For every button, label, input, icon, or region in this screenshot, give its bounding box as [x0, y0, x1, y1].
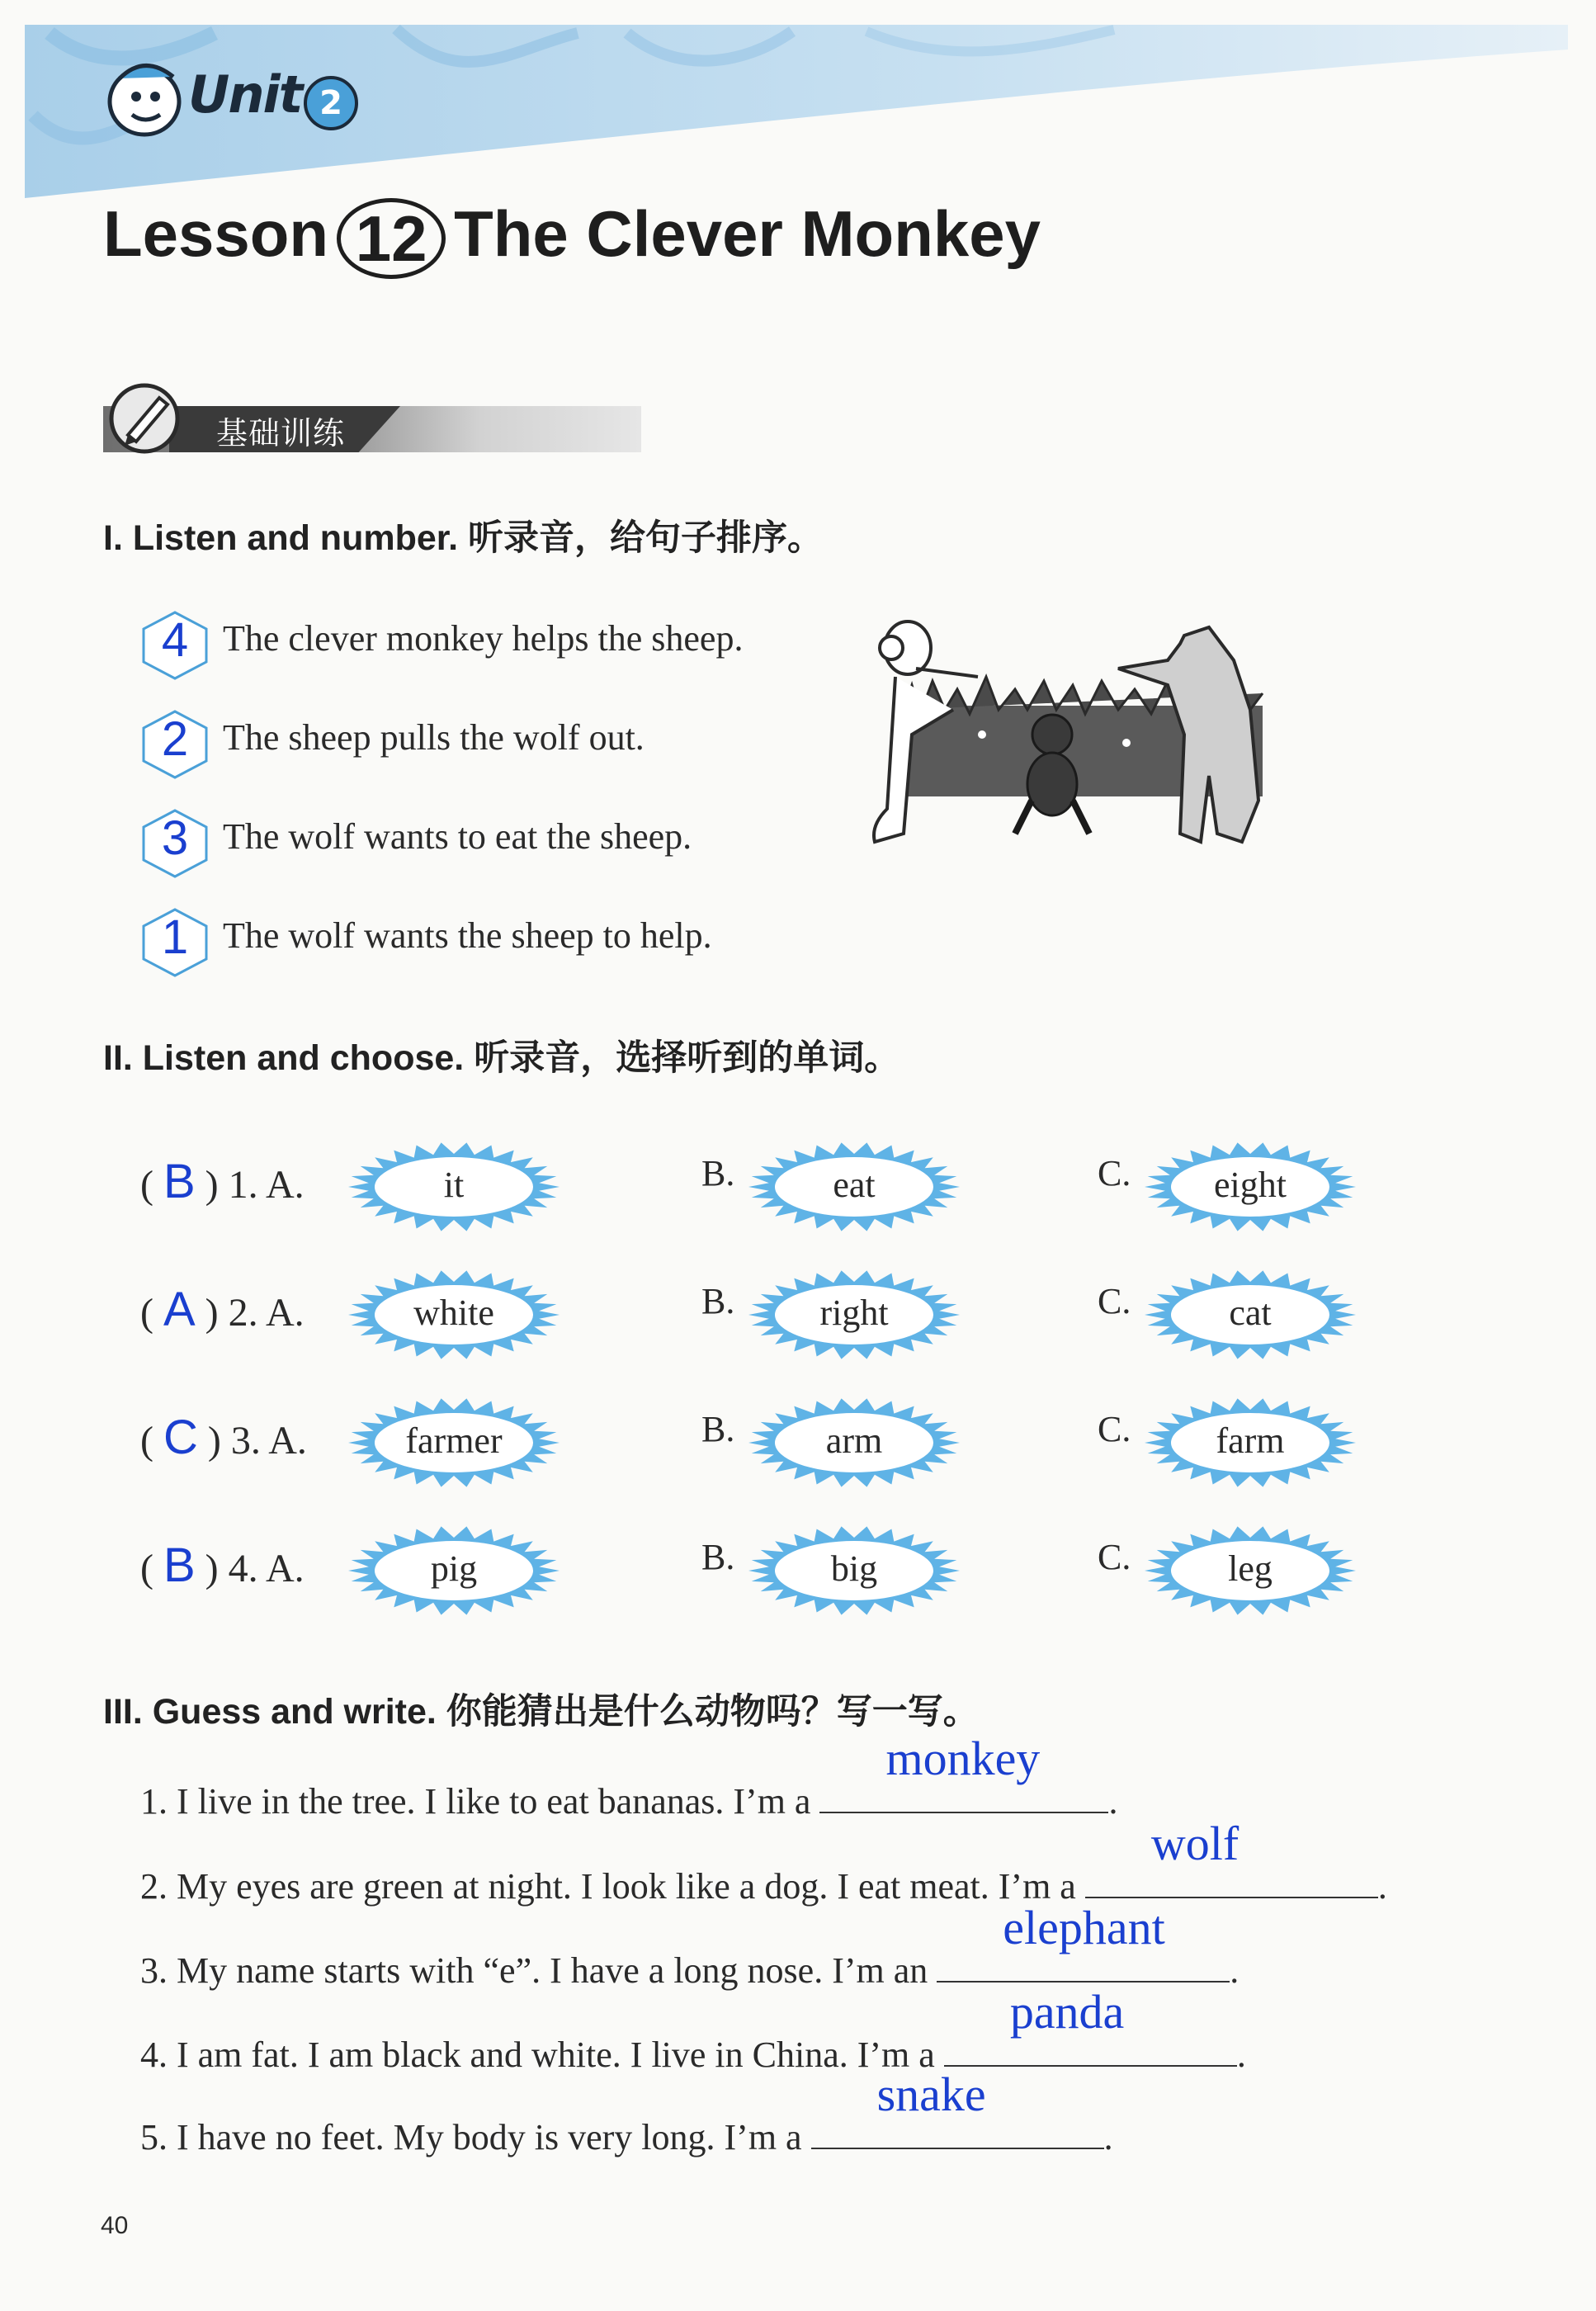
part2-answer: B — [163, 1538, 196, 1592]
part3-sentence: 4. I am fat. I am black and white. I live in China. I’m a — [140, 2035, 935, 2075]
part3-end: . — [1377, 1866, 1387, 1907]
lesson-title: The Clever Monkey — [454, 197, 1041, 270]
story-illustration — [854, 611, 1287, 858]
part3-sentence: 2. My eyes are green at night. I look like a dog. I eat meat. I’m a — [140, 1866, 1076, 1907]
part3-end: . — [1236, 2035, 1246, 2075]
option-word[interactable]: farm — [1216, 1420, 1285, 1461]
pencil-badge-icon — [103, 373, 186, 456]
option-letter: B. — [701, 1409, 735, 1449]
part2-row: ( B ) 1. A. — [140, 1155, 305, 1208]
part2-row: ( C ) 3. A. — [140, 1411, 307, 1464]
answer-blank[interactable] — [811, 2068, 1104, 2149]
part2-row: ( A ) 2. A. — [140, 1283, 305, 1336]
part3-item — [140, 2068, 1113, 2158]
answer-blank[interactable] — [944, 1985, 1237, 2067]
answer-blank[interactable] — [937, 1901, 1230, 1983]
part2-number: 4. A. — [228, 1547, 305, 1590]
option-word[interactable]: big — [830, 1548, 878, 1589]
part3-sentence: 3. My name starts with “e”. I have a long nose. I’m an — [140, 1950, 928, 1991]
part1-answer: 1 — [161, 910, 189, 964]
part2-answer: B — [163, 1155, 196, 1208]
part3-end: . — [1103, 2117, 1113, 2157]
option-letter: C. — [1098, 1409, 1131, 1449]
part1-answer: 2 — [161, 712, 189, 766]
option-word[interactable]: farmer — [405, 1420, 503, 1461]
option-letter: C. — [1098, 1537, 1131, 1577]
page-title — [103, 196, 1041, 279]
part2-heading — [103, 1030, 900, 1080]
option-letter: B. — [701, 1153, 735, 1193]
option-letter: C. — [1098, 1153, 1131, 1193]
part2-row: ( B ) 4. A. — [140, 1538, 305, 1592]
unit-number: 2 — [304, 76, 358, 130]
option-letter: B. — [701, 1281, 735, 1321]
part1-sentence: The sheep pulls the wolf out. — [223, 717, 645, 758]
part1-sentence: The wolf wants the sheep to help. — [223, 915, 712, 956]
option-word[interactable]: white — [413, 1293, 494, 1333]
part2-heading-cn: 听录音，选择听到的单词。 — [474, 1037, 900, 1079]
option-word[interactable]: cat — [1229, 1293, 1272, 1333]
part3-answer: snake — [876, 2068, 986, 2121]
part1-heading-cn: 听录音，给句子排序。 — [468, 517, 824, 559]
page-number: 40 — [101, 2212, 129, 2239]
part1-heading — [103, 510, 823, 560]
section-tag-label: 基础训练 — [216, 415, 346, 451]
part2-number: 3. A. — [230, 1419, 307, 1463]
part3-item — [140, 1732, 1118, 1822]
answer-blank[interactable] — [1085, 1817, 1378, 1898]
part2-answer: A — [163, 1283, 196, 1336]
part3-sentence: 5. I have no feet. My body is very long. I’m a — [140, 2117, 802, 2157]
part3-end: . — [1230, 1950, 1239, 1991]
part3-item — [140, 1985, 1246, 2076]
part3-answer: wolf — [1150, 1817, 1239, 1870]
part2-heading-en: II. Listen and choose. — [103, 1038, 465, 1078]
part1-answer: 4 — [161, 613, 189, 667]
part1-sentence: The wolf wants to eat the sheep. — [223, 816, 692, 857]
unit-label: Unit — [188, 64, 302, 125]
part1-answer: 3 — [161, 811, 189, 865]
part3-answer: panda — [1009, 1985, 1125, 2039]
option-word[interactable]: arm — [825, 1420, 883, 1461]
part3-answer: elephant — [1003, 1901, 1165, 1954]
part1-sentence: The clever monkey helps the sheep. — [223, 618, 744, 659]
part1-heading-en: I. Listen and number. — [103, 518, 459, 558]
option-word[interactable]: eight — [1214, 1165, 1287, 1205]
option-word[interactable]: leg — [1228, 1548, 1273, 1589]
part3-answer: monkey — [885, 1732, 1041, 1785]
part2-number: 1. A. — [228, 1163, 305, 1207]
part2-answer: C — [163, 1411, 198, 1464]
option-word[interactable]: pig — [430, 1548, 478, 1589]
part3-heading-en: III. Guess and write. — [103, 1692, 437, 1732]
part2-number: 2. A. — [228, 1291, 305, 1335]
option-word[interactable]: eat — [833, 1165, 876, 1205]
lesson-word: Lesson — [103, 197, 329, 270]
option-word[interactable]: it — [443, 1165, 465, 1205]
part3-heading — [103, 1684, 979, 1734]
part3-sentence: 1. I live in the tree. I like to eat bananas. I’m a — [140, 1781, 811, 1822]
option-letter: B. — [701, 1537, 735, 1577]
option-word[interactable]: right — [819, 1293, 889, 1333]
part3-heading-cn: 你能猜出是什么动物吗？写一写。 — [446, 1691, 979, 1732]
lesson-number: 12 — [337, 198, 446, 279]
option-letter: C. — [1098, 1281, 1131, 1321]
answer-blank[interactable] — [819, 1732, 1108, 1813]
part3-end: . — [1108, 1781, 1118, 1822]
part3-item — [140, 1817, 1387, 1907]
